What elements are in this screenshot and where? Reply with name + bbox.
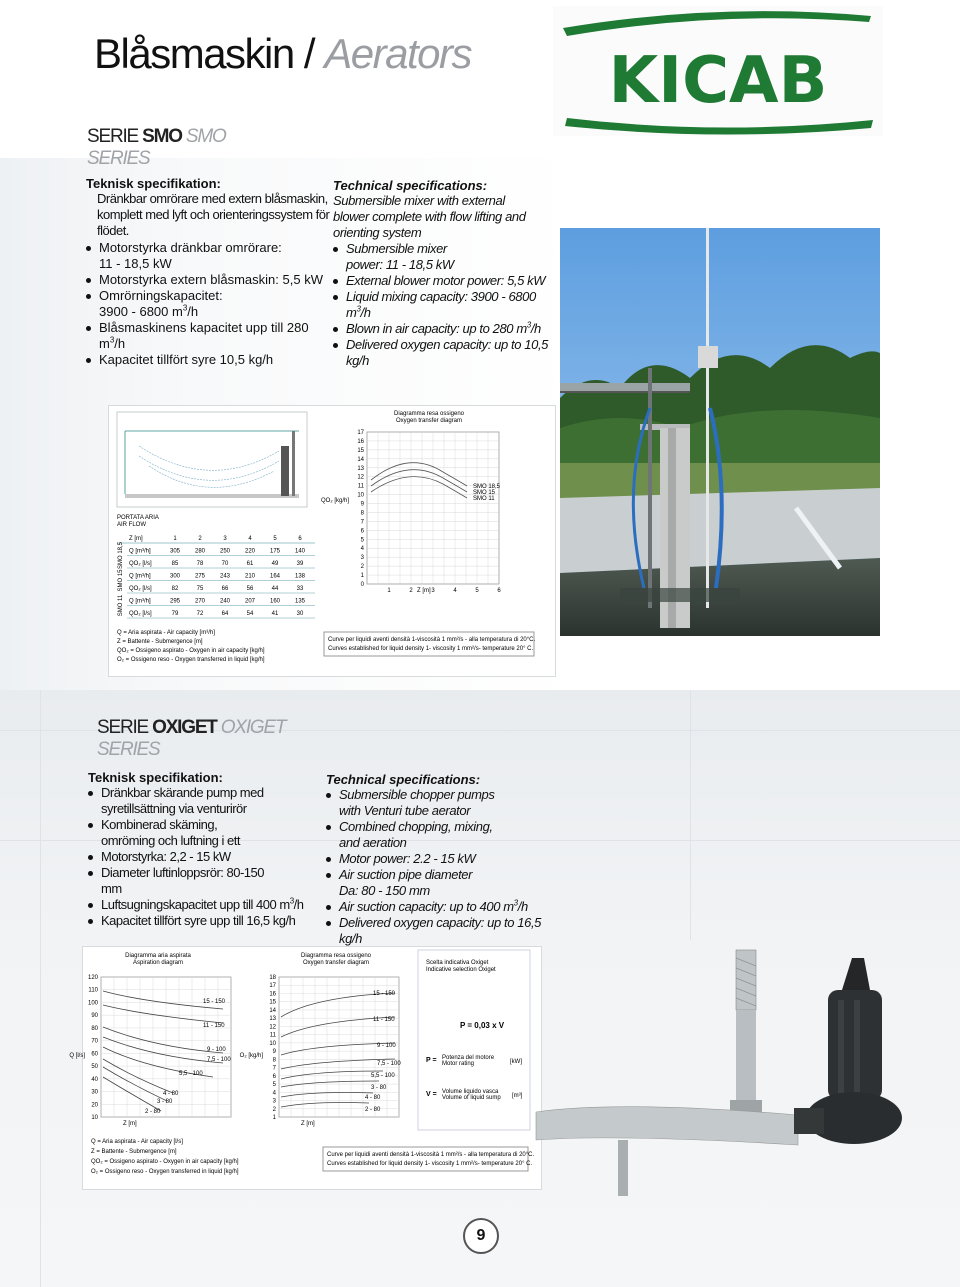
smo-table-heading-2: AIR FLOW: [117, 522, 147, 528]
smo-intro-sv-1: Dränkbar omrörare med extern blåsmaskin,: [97, 191, 328, 206]
smo-table-cell: 160: [269, 598, 281, 605]
oxiget-chart1-title-1: Diagramma aria aspirata: [125, 953, 191, 959]
smo-bullet-sv-3: Omrörningskapacitet: 3900 - 6800 $m^3/h$: [86, 288, 331, 320]
ox-chart1-y-tick: 50: [91, 1064, 98, 1071]
ox-chart1-curve-label: 11 - 150: [203, 1023, 225, 1029]
smo-table-group-label: SMO 18,5: [118, 541, 124, 570]
smo-table-cell: 270: [194, 598, 206, 605]
smo-table-cell: 295: [169, 598, 181, 605]
title-english: Aerators: [324, 30, 471, 77]
smo-series-heading: [87, 126, 226, 170]
ox-chart2-curve-label: 15 - 150: [373, 991, 396, 997]
oxiget-series-bold: OXIGET: [152, 717, 217, 738]
oxiget-legend-line: QO₂ = Ossigeno aspirato - Oxygen in air capacity [kg/h]: [91, 1159, 239, 1165]
smo-table-cell: 66: [221, 586, 229, 592]
smo-table-cell: 140: [294, 548, 306, 555]
smo-chart-y-tick: 12: [357, 474, 364, 481]
smo-chart-y-tick: 8: [360, 510, 364, 517]
smo-chart-x-tick: 2: [409, 588, 413, 594]
ox-chart1-y-tick: 100: [87, 1000, 98, 1007]
smo-table-cell: 207: [244, 598, 256, 605]
ox-chart1-curve-label: 15 - 150: [203, 999, 226, 1005]
ox-chart1-y-tick: 30: [91, 1089, 98, 1096]
smo-chart-curve-label: SMO 11: [473, 496, 495, 502]
smo-chart-y-tick: 11: [357, 483, 364, 490]
oxiget-bullet-sv-1: Dränkbar skärande pump med syretillsättning via venturirör: [88, 785, 320, 817]
smo-table-header-cell: 4: [248, 536, 252, 542]
ox-chart1-curve-label: 7,5 - 100: [207, 1057, 231, 1063]
smo-table-cell: 39: [296, 561, 304, 567]
oxiget-spec-english: [326, 772, 558, 947]
smo-installation-photo: [560, 228, 880, 636]
page-title: [94, 30, 471, 78]
selection-title-2: Indicative selection Oxiget: [426, 967, 496, 973]
smo-bullet-en-4: Blown in air capacity: up to 280 $m^3/h$: [333, 321, 558, 337]
smo-intro-sv-3: flödet.: [97, 223, 129, 238]
smo-oxygen-chart: [321, 430, 501, 594]
oxiget-bullet-en-4: Air suction pipe diameter Da: 80 - 150 mm: [326, 867, 558, 899]
ox-chart2-y-tick: 9: [272, 1049, 276, 1056]
ox-chart1-y-tick: 10: [91, 1115, 98, 1121]
smo-chart-x-tick: 3: [431, 588, 435, 594]
ox-chart2-y-label: O₂ [kg/h]: [239, 1053, 263, 1059]
ox-chart1-curve-label: 4 - 80: [163, 1091, 179, 1097]
selection-formula: P = 0,03 x V: [460, 1021, 505, 1030]
smo-table-header-cell: 6: [298, 536, 302, 542]
ox-chart2-y-tick: 4: [272, 1090, 276, 1097]
ox-chart2-y-tick: 6: [272, 1073, 276, 1080]
oxiget-spec-swedish: [88, 770, 320, 929]
smo-legend-line: Z = Battente - Submergence [m]: [117, 639, 203, 645]
smo-chart-y-tick: 7: [360, 519, 364, 526]
ox-chart2-y-tick: 17: [269, 983, 276, 990]
ox-chart1-y-tick: 70: [91, 1038, 98, 1045]
smo-table-cell: 78: [196, 561, 204, 567]
smo-spec-label-sv: Teknisk specifikation:: [86, 176, 221, 191]
selection-v-desc-2: Volume of liquid sump: [442, 1095, 501, 1101]
smo-table-row-label: Q [m³/h]: [129, 548, 151, 555]
smo-chart-note-2: Curves established for liquid density 1- viscosity 1 mm²/s- temperature 20° C.: [328, 646, 534, 652]
oxiget-note-1: Curve per liquidi aventi densità 1-viscosità 1 mm²/s - alla temperatura di 20°C.: [327, 1152, 535, 1158]
smo-bullet-sv-1: Motorstyrka dränkbar omrörare: 11 - 18,5 kW: [86, 240, 331, 272]
ox-chart2-y-tick: 3: [272, 1098, 276, 1105]
smo-bullet-en-1: Submersible mixer power: 11 - 18,5 kW: [333, 241, 558, 273]
oxiget-legend-line: O₂ = Ossigeno reso - Oxygen transferred in liquid [kg/h]: [91, 1169, 239, 1175]
ox-chart1-y-tick: 40: [91, 1076, 98, 1083]
smo-intro-en-2: blower complete with flow lifting and: [333, 209, 526, 224]
selection-p-desc-1: Potenza del motore: [442, 1055, 495, 1061]
smo-chart-y-tick: 13: [357, 465, 364, 472]
oxiget-series-subtitle: SERIES: [97, 739, 160, 760]
ox-chart1-y-tick: 20: [91, 1102, 98, 1109]
oxiget-bullet-sv-6: Kapacitet tillfört syre upp till 16,5 kg/h: [88, 913, 320, 929]
smo-table-cell: 250: [219, 548, 231, 555]
oxiget-aspiration-chart: [69, 975, 231, 1127]
smo-chart-curve-label: SMO 15: [473, 490, 496, 496]
smo-chart-y-tick: 0: [360, 582, 364, 588]
smo-chart-y-tick: 15: [357, 447, 364, 454]
page-number: 9: [463, 1218, 499, 1254]
smo-chart-y-label: QO₂ [kg/h]: [320, 498, 349, 504]
smo-table-header-cell: 1: [173, 536, 177, 542]
smo-table-row-label: Q [m³/h]: [129, 598, 151, 605]
selection-v-label: V =: [426, 1091, 437, 1098]
oxiget-series-prefix: SERIE: [97, 717, 153, 738]
smo-table-cell: 220: [244, 548, 256, 555]
ox-chart2-curve-label: 5,5 - 100: [371, 1073, 395, 1079]
smo-chart-x-tick: 1: [387, 588, 391, 594]
smo-chart-x-tick: 4: [453, 588, 457, 594]
smo-table-header-cell: 5: [273, 536, 277, 542]
smo-legend-line: QO₂ = Ossigeno aspirato - Oxygen in air capacity [kg/h]: [117, 648, 265, 654]
smo-legend-line: Q = Aria aspirata - Air capacity [m³/h]: [117, 630, 215, 636]
ox-chart2-curve-label: 3 - 80: [371, 1085, 387, 1091]
smo-chart-y-tick: 2: [360, 564, 364, 571]
smo-table-cell: 85: [171, 561, 179, 567]
oxiget-spec-label-sv: Teknisk specifikation:: [88, 770, 223, 785]
smo-table-cell: 41: [271, 611, 279, 617]
oxiget-legend-line: Z = Battente - Submergence [m]: [91, 1149, 177, 1155]
ox-chart2-y-tick: 8: [272, 1057, 276, 1064]
oxiget-chart2-title-2: Oxygen transfer diagram: [302, 960, 370, 966]
ox-chart2-y-tick: 10: [269, 1040, 276, 1047]
ox-chart2-curve-label: 11 - 150: [373, 1017, 395, 1023]
smo-intro-en-1: Submersible mixer with external: [333, 193, 505, 208]
ox-chart2-curve-label: 7,5 - 100: [377, 1061, 401, 1067]
logo-wordmark: KICAB: [608, 44, 828, 118]
smo-table-cell: 243: [219, 573, 231, 580]
selection-title-1: Scelta indicativa Oxiget: [426, 960, 489, 966]
smo-table-cell: 280: [194, 548, 206, 555]
smo-table-cell: 56: [246, 586, 254, 592]
smo-chart-x-tick: 5: [475, 588, 479, 594]
ox-chart1-y-tick: 110: [88, 987, 98, 994]
oxiget-bullet-en-5: Air suction capacity: up to 400 $m^3/h$: [326, 899, 558, 915]
ox-chart2-y-tick: 14: [269, 1007, 276, 1014]
smo-chart-x-label: Z [m]: [417, 588, 431, 594]
selection-v-unit: [m³]: [512, 1093, 523, 1099]
smo-table-cell: 275: [194, 573, 206, 580]
smo-chart-y-tick: 4: [360, 546, 364, 553]
smo-bullet-en-5: Delivered oxygen capacity: up to 10,5 kg/h: [333, 337, 558, 369]
oxiget-legend: [91, 1139, 239, 1175]
ox-chart1-curve-label: 3 - 80: [157, 1099, 173, 1105]
oxiget-series-heading: [97, 717, 285, 761]
ox-chart1-curve-label: 2 - 80: [145, 1109, 161, 1115]
smo-table-legend: [117, 630, 265, 663]
smo-table-row-label: QO₂ [l/s]: [129, 561, 152, 567]
ox-chart2-x-label: Z [m]: [301, 1121, 315, 1127]
ox-chart2-y-tick: 7: [272, 1065, 276, 1072]
smo-table-cell: 70: [221, 561, 229, 567]
smo-table-header-cell: Z [m]: [129, 536, 143, 542]
smo-table-row-label: QO₂ [l/s]: [129, 586, 152, 592]
ox-chart1-curve-label: 5,5 - 100: [179, 1071, 203, 1077]
smo-chart-y-tick: 14: [357, 456, 364, 463]
ox-chart2-curve-label: 2 - 80: [365, 1107, 381, 1113]
smo-table-cell: 30: [296, 611, 304, 617]
smo-table-cell: 240: [219, 598, 231, 605]
smo-table-cell: 61: [246, 561, 254, 567]
smo-spec-label-en: Technical specifications:: [333, 178, 488, 193]
smo-table-row-label: QO₂ [l/s]: [129, 611, 152, 617]
ox-chart1-y-tick: 90: [91, 1013, 98, 1020]
smo-table-header-cell: 2: [198, 536, 202, 542]
ox-chart2-curve-label: 9 - 100: [377, 1043, 396, 1049]
smo-table-cell: 164: [269, 573, 281, 580]
oxiget-bullet-sv-4: Diameter luftinloppsrör: 80-150 mm: [88, 865, 320, 897]
smo-chart-y-tick: 10: [357, 492, 364, 499]
smo-table-cell: 75: [196, 586, 204, 592]
smo-table-group-label: SMO 11: [118, 594, 124, 617]
smo-table-cell: 54: [246, 611, 254, 617]
smo-table-cell: 82: [171, 586, 179, 592]
ox-chart1-x-label: Z [m]: [123, 1121, 137, 1127]
title-separator: /: [293, 30, 325, 77]
smo-chart-y-tick: 6: [360, 528, 364, 535]
smo-table-cell: 175: [269, 548, 281, 555]
selection-p-label: P =: [426, 1057, 437, 1064]
ox-chart1-y-tick: 120: [87, 975, 98, 981]
smo-table-cell: 305: [169, 548, 181, 555]
smo-series-prefix: SERIE: [87, 126, 143, 147]
smo-legend-line: O₂ = Ossigeno reso - Oxygen transferred in liquid [kg/h]: [117, 657, 265, 663]
smo-table-cell: 49: [271, 561, 279, 567]
smo-table-cell: 44: [271, 586, 279, 592]
smo-chart-y-tick: 9: [360, 501, 364, 508]
smo-table-cell: 138: [294, 573, 306, 580]
smo-capacity-table: [117, 536, 315, 618]
smo-table-row-label: Q [m³/h]: [129, 573, 151, 580]
smo-spec-english: [333, 178, 558, 369]
oxiget-bullet-en-3: Motor power: 2.2 - 15 kW: [326, 851, 558, 867]
oxiget-bullet-sv-2: Kombinerad skäming, omröming och luftning i ett: [88, 817, 320, 849]
selection-p-unit: [kW]: [510, 1059, 522, 1065]
smo-table-header-cell: 3: [223, 536, 227, 542]
smo-table-cell: 64: [221, 611, 229, 617]
smo-chart-curve-label: SMO 18,5: [473, 484, 501, 490]
ox-chart2-y-tick: 16: [269, 991, 276, 998]
smo-table-cell: 300: [169, 573, 181, 580]
oxiget-bullet-en-6: Delivered oxygen capacity: up to 16,5 kg/h: [326, 915, 558, 947]
smo-chart-note-1: Curve per liquidi aventi densità 1-viscosità 1 mm²/s - alla temperatura di 20°C.: [328, 637, 536, 643]
oxiget-legend-line: Q = Aria aspirata - Air capacity [l/s]: [91, 1139, 183, 1145]
smo-intro-sv-2: komplett med lyft och orienteringssystem för: [97, 207, 330, 222]
smo-table-group-label: SMO 15: [118, 569, 124, 592]
smo-chart-y-tick: 3: [360, 555, 364, 562]
oxiget-chart1-title-2: Aspiration diagram: [132, 960, 184, 966]
kicab-logo: [553, 6, 883, 136]
ox-chart2-y-tick: 5: [272, 1082, 276, 1089]
smo-bullet-sv-4: Blåsmaskinens kapacitet upp till 280 $m^3/h$: [86, 320, 331, 352]
ox-chart2-y-tick: 12: [269, 1024, 276, 1031]
ox-chart2-y-tick: 18: [269, 975, 276, 981]
ox-chart2-curve-label: 4 - 80: [365, 1095, 381, 1101]
ox-chart1-y-tick: 80: [91, 1025, 98, 1032]
smo-chart-x-tick: 6: [497, 588, 501, 594]
oxiget-pump-area: [418, 950, 948, 1200]
oxiget-series-grey: OXIGET: [216, 717, 286, 738]
smo-chart-y-tick: 17: [357, 430, 364, 436]
smo-chart-y-tick: 1: [360, 573, 364, 580]
smo-table-heading-1: PORTATA ARIA: [117, 515, 159, 521]
smo-intro-en-3: orienting system: [333, 225, 422, 240]
title-swedish: Blåsmaskin: [94, 30, 294, 77]
smo-chart-title-1: Diagramma resa ossigeno: [393, 411, 465, 417]
oxiget-oxygen-chart: [240, 975, 402, 1127]
smo-bullet-en-3: Liquid mixing capacity: 3900 - 6800 $m^3/h$: [333, 289, 558, 321]
selection-p-desc-2: Motor rating: [442, 1061, 475, 1067]
smo-bullet-sv-5: Kapacitet tillfört syre 10,5 kg/h: [86, 352, 331, 368]
ox-chart2-y-tick: 15: [269, 999, 276, 1006]
ox-chart2-y-tick: 2: [272, 1106, 276, 1113]
oxiget-bullet-sv-3: Motorstyrka: 2,2 - 15 kW: [88, 849, 320, 865]
smo-chart-y-tick: 16: [357, 438, 364, 445]
smo-chart-y-tick: 5: [360, 537, 364, 544]
smo-table-cell: 135: [294, 598, 306, 605]
smo-series-subtitle: SERIES: [87, 148, 150, 169]
oxiget-bullet-en-1: Submersible chopper pumps with Venturi tube aerator: [326, 787, 558, 819]
smo-spec-swedish: [86, 176, 331, 368]
ox-chart2-y-tick: 11: [269, 1032, 276, 1039]
smo-technical-panel: [108, 405, 556, 677]
oxiget-bullet-en-2: Combined chopping, mixing, and aeration: [326, 819, 558, 851]
smo-series-grey: SMO: [181, 126, 226, 147]
smo-table-cell: 72: [196, 611, 204, 617]
ox-chart1-y-tick: 60: [91, 1051, 98, 1058]
ox-chart2-y-tick: 13: [269, 1016, 276, 1023]
smo-chart-title-2: Oxygen transfer diagram: [395, 418, 463, 424]
oxiget-bullet-sv-5: Luftsugningskapacitet upp till 400 $m^3/h$: [88, 897, 320, 913]
smo-table-cell: 33: [296, 586, 304, 592]
ox-chart1-y-label: Q [l/s]: [69, 1053, 85, 1059]
smo-bullet-sv-2: Motorstyrka extern blåsmaskin: 5,5 kW: [86, 272, 331, 288]
oxiget-spec-label-en: Technical specifications:: [326, 772, 481, 787]
ox-chart1-curve-label: 9 - 100: [207, 1047, 226, 1053]
smo-table-cell: 210: [244, 573, 256, 580]
oxiget-chart2-title-1: Diagramma resa ossigeno: [300, 953, 372, 959]
smo-series-bold: SMO: [142, 126, 182, 147]
smo-table-cell: 79: [171, 611, 179, 617]
oxiget-note-2: Curves established for liquid density 1- viscosity 1 mm²/s- temperature 20° C.: [327, 1161, 533, 1167]
smo-bullet-en-2: External blower motor power: 5,5 kW: [333, 273, 558, 289]
selection-v-desc-1: Volume liquido vasca: [442, 1089, 499, 1095]
ox-chart2-y-tick: 1: [272, 1115, 276, 1121]
